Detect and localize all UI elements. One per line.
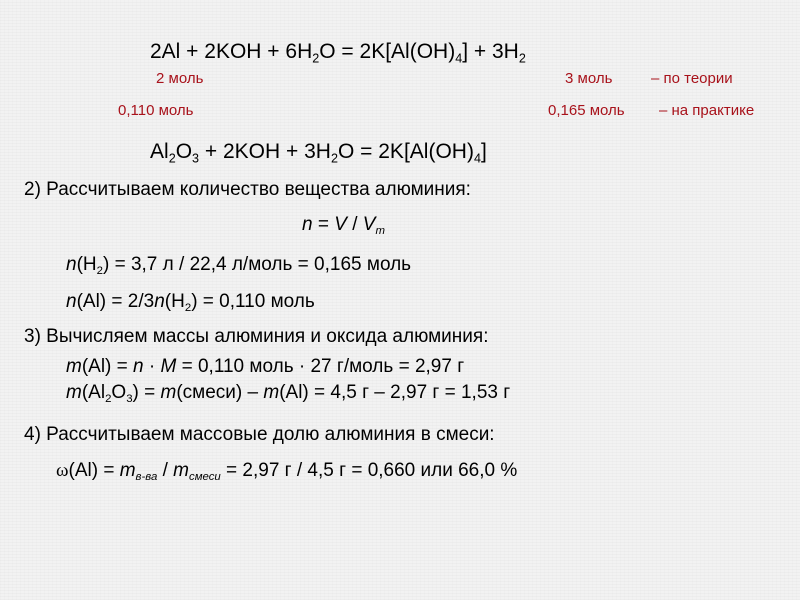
eq1-part: 2Al + 2KOH + 6H xyxy=(150,40,313,63)
mal-part: = 0,110 моль · 27 г/моль = 2,97 г xyxy=(176,356,465,377)
eq2-sub: 3 xyxy=(192,151,200,166)
nh2-part: ) = 3,7 л / 22,4 л/моль = 0,165 моль xyxy=(102,254,412,275)
nal-part: ) = 0,110 моль xyxy=(191,291,315,312)
omega-part: / xyxy=(157,460,174,481)
omega-m1: m xyxy=(119,460,136,481)
mass-fraction-calc xyxy=(56,460,517,482)
mal2o3-sub: 3 xyxy=(126,392,133,405)
nal-sub: 2 xyxy=(184,301,192,314)
eq2-sub: 2 xyxy=(168,151,176,166)
mal2o3-m3: m xyxy=(263,382,280,403)
formula-n: n xyxy=(302,214,313,235)
step-2-heading: 2) Рассчитываем количество вещества алюминия: xyxy=(24,179,471,200)
m-al-calc xyxy=(66,356,464,378)
eq1-sub: 2 xyxy=(518,51,526,66)
eq2-part: + 2KOH + 3H xyxy=(199,140,331,163)
reaction-equation-1 xyxy=(150,40,526,64)
formula-vm: V xyxy=(362,214,376,235)
mal2o3-part: (Al) = 4,5 г – 2,97 г = 1,53 г xyxy=(279,382,511,403)
step-4-heading: 4) Рассчитываем массовые долю алюминия в смеси: xyxy=(24,424,495,445)
nal-n2: n xyxy=(154,291,165,312)
eq2-sub: 2 xyxy=(330,151,338,166)
mal-part: (Al) = xyxy=(81,356,134,377)
nal-part: (Al) = 2/3 xyxy=(76,291,155,312)
formula-slash: / xyxy=(346,214,363,235)
mal2o3-part: (Al xyxy=(81,382,106,403)
practice-right: 0,165 моль xyxy=(548,102,625,119)
omega-sub2: смеси xyxy=(189,470,221,483)
eq2-part: ] xyxy=(480,140,487,163)
mal-dot: · xyxy=(143,356,161,377)
nal-n: n xyxy=(66,291,77,312)
eq1-part: O = 2K[Al(OH) xyxy=(319,40,456,63)
n-h2-calc xyxy=(66,254,411,276)
step-3-heading: 3) Вычисляем массы алюминия и оксида алюминия: xyxy=(24,326,489,347)
mal2o3-part: ) = xyxy=(132,382,161,403)
mal-m: m xyxy=(66,356,82,377)
mal2o3-part: (смеси) – xyxy=(176,382,264,403)
theory-left: 2 моль xyxy=(156,70,204,87)
practice-note: – на практике xyxy=(659,102,755,119)
omega-sub1: в-ва xyxy=(135,470,158,483)
mal2o3-part: O xyxy=(111,382,127,403)
mal-n: n xyxy=(133,356,144,377)
eq1-sub: 4 xyxy=(455,51,463,66)
mal2o3-m: m xyxy=(66,382,82,403)
eq2-part: O xyxy=(175,140,193,163)
mal2o3-sub: 2 xyxy=(105,392,112,405)
theory-note: – по теории xyxy=(651,70,733,87)
theory-right: 3 моль xyxy=(565,70,613,87)
eq2-part: O = 2K[Al(OH) xyxy=(337,140,474,163)
amount-formula xyxy=(302,214,385,236)
eq2-part: Al xyxy=(150,140,169,163)
formula-eq: = xyxy=(312,214,335,235)
formula-v: V xyxy=(334,214,347,235)
formula-vm-sub: m xyxy=(375,224,385,237)
nh2-n: n xyxy=(66,254,77,275)
practice-left: 0,110 моль xyxy=(118,102,194,119)
eq1-part: ] + 3H xyxy=(462,40,519,63)
n-al-calc xyxy=(66,291,315,313)
nal-part: (H xyxy=(164,291,185,312)
m-al2o3-calc xyxy=(66,382,510,404)
omega-m2: m xyxy=(173,460,189,481)
nh2-part: (H xyxy=(76,254,97,275)
eq2-sub: 4 xyxy=(473,151,481,166)
nh2-sub: 2 xyxy=(96,264,103,277)
mal2o3-m2: m xyxy=(160,382,177,403)
reaction-equation-2 xyxy=(150,140,487,164)
mal-molar: M xyxy=(160,356,177,377)
omega-part: = 2,97 г / 4,5 г = 0,660 или 66,0 % xyxy=(220,460,518,481)
eq1-sub: 2 xyxy=(312,51,320,66)
omega-part: (Al) = xyxy=(68,460,120,481)
omega-symbol: ω xyxy=(56,460,69,481)
